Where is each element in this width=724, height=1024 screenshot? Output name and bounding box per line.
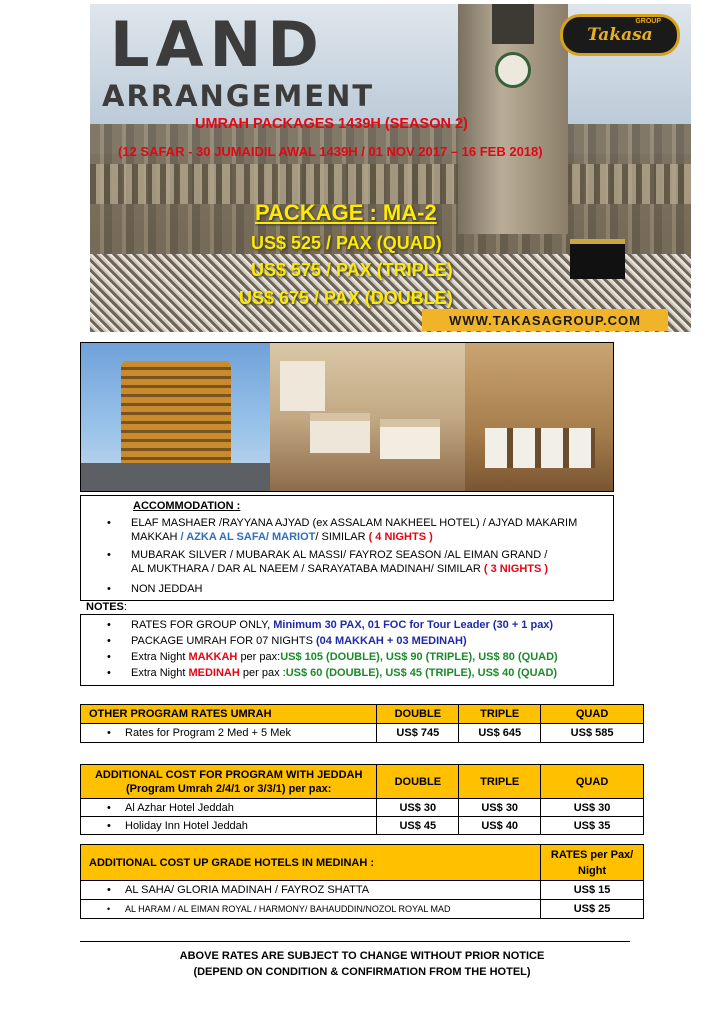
row-label: • AL SAHA/ GLORIA MADINAH / FAYROZ SHATTA (81, 881, 541, 900)
note-highlight: (04 MAKKAH + 03 MEDINAH) (316, 635, 467, 647)
rate-triple: US$ 40 (459, 817, 541, 835)
notes-label-text: NOTES (86, 601, 124, 613)
hotel-restaurant-photo (465, 343, 613, 491)
note-rates: US$ 60 (DOUBLE), US$ 45 (TRIPLE), US$ 40 (QUAD) (285, 667, 558, 679)
makkah-similar: / SIMILAR (315, 531, 366, 543)
row-label: • Holiday Inn Hotel Jeddah (81, 817, 377, 835)
medinah-hotels-line2: AL MUKTHARA / DAR AL NAEEM / SARAYATABA MADINAH/ SIMILAR (131, 563, 481, 575)
row-label: • Rates for Program 2 Med + 5 Mek (81, 724, 377, 743)
package-heading: UMRAH PACKAGES 1439H (SEASON 2) (195, 116, 468, 132)
price-double: US$ 675 / PAX (DOUBLE) (239, 288, 453, 308)
footer-divider (80, 941, 630, 942)
jeddah-header-line2: (Program Umrah 2/4/1 or 3/3/1) per pax: (125, 782, 332, 795)
note-group-rate: • RATES FOR GROUP ONLY, Minimum 30 PAX, 01 FOC for Tour Leader (30 + 1 pax) (107, 619, 554, 631)
row-label-text: Al Azhar Hotel Jeddah (125, 801, 234, 814)
accommodation-makkah: • ELAF MASHAER /RAYYANA AJYAD (ex ASSALAM NAKHEEL HOTEL) / AJYAD MAKARIM (107, 517, 578, 529)
col-quad: QUAD (541, 765, 644, 799)
row-label-text: AL HARAM / AL EIMAN ROYAL / HARMONY/ BAHAUDDIN/NOZOL ROYAL MAD (125, 904, 451, 914)
note-text: Extra Night (131, 667, 186, 679)
note-rates: US$ 105 (DOUBLE), US$ 90 (TRIPLE), US$ 80 (QUAD) (280, 651, 558, 663)
rate-per-night: US$ 25 (541, 900, 644, 919)
package-code: PACKAGE : MA-2 (255, 200, 437, 225)
rate-quad: US$ 30 (541, 799, 644, 817)
upgrade-hotels-table (80, 844, 644, 919)
accommodation-title: ACCOMMODATION : (133, 500, 241, 512)
jeddah-cost-header (81, 765, 377, 799)
row-label-text: AL SAHA/ GLORIA MADINAH / FAYROZ SHATTA (125, 884, 370, 896)
col-rate-line1: RATES per Pax/ (550, 848, 634, 861)
hotel-room-photo (270, 343, 464, 491)
package-period: (12 SAFAR - 30 JUMAIDIL AWAL 1439H / 01 NOV 2017 – 16 FEB 2018) (118, 144, 543, 159)
note-text: Extra Night (131, 651, 186, 663)
rate-double: US$ 30 (377, 799, 459, 817)
room-window (280, 361, 325, 411)
clock-icon (495, 52, 531, 88)
rate-quad: US$ 585 (541, 724, 644, 743)
accommodation-medinah-cont (107, 562, 548, 576)
note-text: per pax: (240, 651, 281, 663)
row-label: • Al Azhar Hotel Jeddah (81, 799, 377, 817)
note-nights: • PACKAGE UMRAH FOR 07 NIGHTS (04 MAKKAH + 03 MEDINAH) (107, 635, 467, 647)
rate-triple: US$ 645 (459, 724, 541, 743)
notes-colon: : (123, 601, 127, 613)
jeddah-hotel: NON JEDDAH (131, 583, 203, 595)
notes-label (86, 601, 127, 613)
other-program-table (80, 704, 644, 743)
rate-double: US$ 745 (377, 724, 459, 743)
medinah-nights: ( 3 NIGHTS ) (483, 563, 549, 575)
rate-double: US$ 45 (377, 817, 459, 835)
accommodation-medinah: • MUBARAK SILVER / MUBARAK AL MASSI/ FAYROZ SEASON /AL EIMAN GRAND / (107, 549, 548, 561)
logo-group-text: GROUP (635, 18, 661, 25)
rate-triple: US$ 30 (459, 799, 541, 817)
jeddah-header-line1: ADDITIONAL COST FOR PROGRAM WITH JEDDAH (94, 768, 363, 781)
note-text: PACKAGE UMRAH FOR 07 NIGHTS (131, 635, 313, 647)
rate-quad: US$ 35 (541, 817, 644, 835)
accommodation-jeddah: • NON JEDDAH (107, 583, 203, 595)
note-city: MEDINAH (188, 667, 240, 679)
price-quad: US$ 525 / PAX (QUAD) (251, 233, 442, 253)
table-row (81, 724, 644, 743)
note-city: MAKKAH (188, 651, 238, 663)
medinah-hotels-line1: MUBARAK SILVER / MUBARAK AL MASSI/ FAYROZ SEASON /AL EIMAN GRAND / (131, 549, 548, 561)
hotel-exterior-photo (81, 343, 270, 491)
footer-disclaimer-line2: (DEPEND ON CONDITION & CONFIRMATION FROM THE HOTEL) (193, 966, 531, 978)
banner-title-arrangement: ARRANGEMENT (102, 79, 375, 113)
note-text: RATES FOR GROUP ONLY, (131, 619, 271, 631)
makkah-hotels-line1: ELAF MASHAER /RAYYANA AJYAD (ex ASSALAM NAKHEEL HOTEL) / AJYAD MAKARIM (131, 517, 578, 529)
upgrade-header: ADDITIONAL COST UP GRADE HOTELS IN MEDINAH : (81, 845, 541, 881)
other-program-header: OTHER PROGRAM RATES UMRAH (81, 705, 377, 724)
makkah-hotels-highlight: / AZKA AL SAFA/ MARIOT (180, 531, 316, 543)
banner-arcade (90, 164, 691, 204)
table-row (81, 900, 644, 919)
hotel-photo-strip (80, 342, 614, 492)
rate-per-night: US$ 15 (541, 881, 644, 900)
row-label: • AL HARAM / AL EIMAN ROYAL / HARMONY/ BAHAUDDIN/NOZOL ROYAL MAD (81, 900, 541, 919)
price-triple: US$ 575 / PAX (TRIPLE) (251, 260, 453, 280)
accommodation-makkah-cont (107, 530, 433, 544)
col-rate-line2: Night (578, 864, 607, 877)
col-triple: TRIPLE (459, 705, 541, 724)
col-double: DOUBLE (377, 705, 459, 724)
accommodation-box (80, 495, 614, 601)
table-row (81, 799, 644, 817)
bed (380, 419, 440, 459)
jeddah-cost-table (80, 764, 644, 835)
logo-word: Takasa (587, 25, 653, 45)
col-quad: QUAD (541, 705, 644, 724)
makkah-hotels-line2: MAKKAH (131, 531, 178, 543)
hotel-building (121, 361, 231, 479)
website-url[interactable]: WWW.TAKASAGROUP.COM (422, 309, 668, 331)
makkah-nights: ( 4 NIGHTS ) (368, 531, 433, 543)
note-extra-medinah: • Extra Night MEDINAH per pax :US$ 60 (DOUBLE), US$ 45 (TRIPLE), US$ 40 (QUAD) (107, 667, 558, 679)
col-rate (541, 845, 644, 881)
col-triple: TRIPLE (459, 765, 541, 799)
kaaba (570, 239, 625, 279)
footer-disclaimer-line1: ABOVE RATES ARE SUBJECT TO CHANGE WITHOUT PRIOR NOTICE (179, 950, 545, 962)
bed (310, 413, 370, 453)
takasa-logo (560, 14, 680, 56)
table-row (81, 817, 644, 835)
clock-tower-top (492, 4, 534, 44)
table-row (81, 881, 644, 900)
note-highlight: Minimum 30 PAX, 01 FOC for Tour Leader (30 + 1 pax) (273, 619, 554, 631)
note-text: per pax : (242, 667, 286, 679)
road (81, 463, 270, 491)
col-double: DOUBLE (377, 765, 459, 799)
notes-box (80, 614, 614, 686)
dining-tables (485, 428, 595, 468)
row-label-text: Holiday Inn Hotel Jeddah (125, 819, 248, 832)
banner-title-land: LAND (110, 8, 325, 81)
note-extra-makkah: • Extra Night MAKKAH per pax:US$ 105 (DOUBLE), US$ 90 (TRIPLE), US$ 80 (QUAD) (107, 651, 558, 663)
row-label-text: Rates for Program 2 Med + 5 Mek (125, 727, 291, 739)
